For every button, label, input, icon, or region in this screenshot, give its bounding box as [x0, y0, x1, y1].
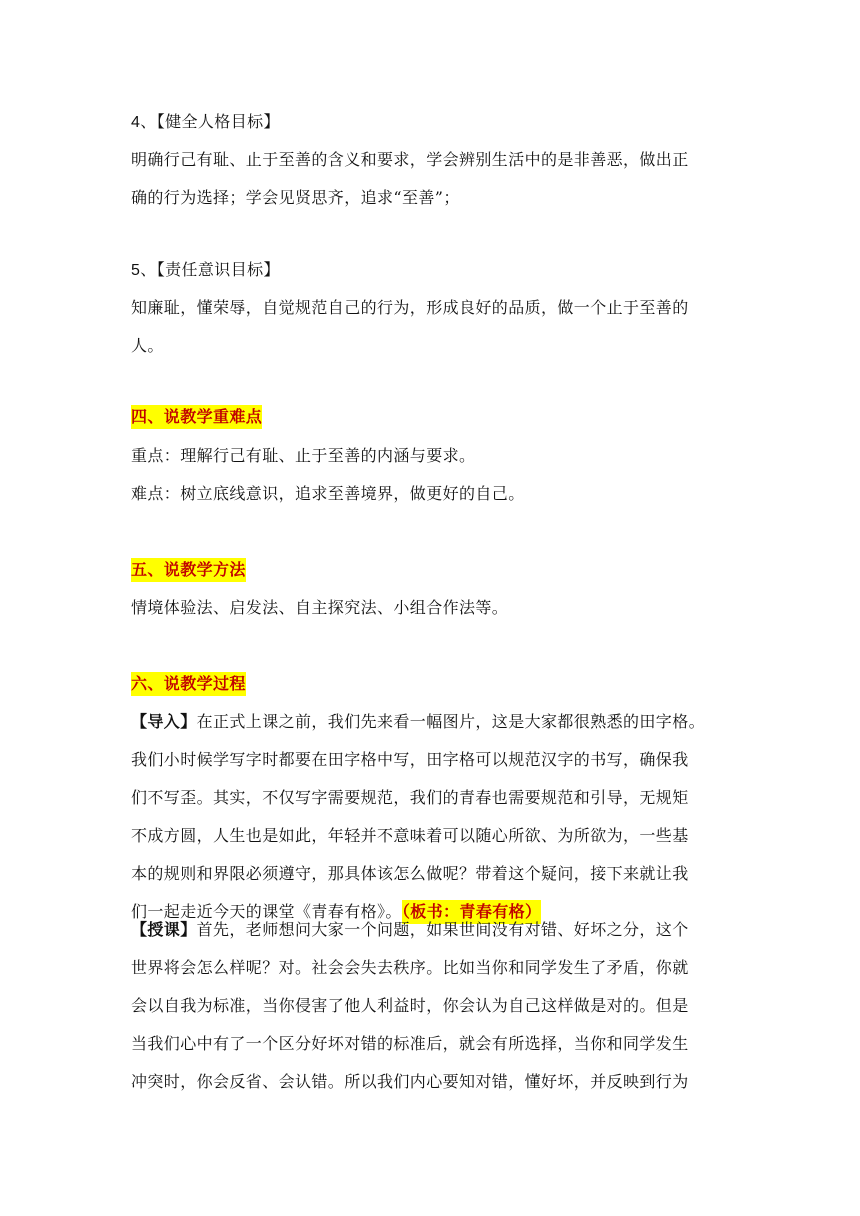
section-title: 【责任意识目标】: [156, 260, 280, 279]
part-heading-6: [131, 673, 741, 695]
part-heading-5: [131, 559, 741, 581]
paragraph-line: 冲突时，你会反省、会认错。所以我们内心要知对错，懂好坏，并反映到行为: [131, 1072, 689, 1091]
section-number: 4、: [131, 114, 157, 131]
paragraph-line: 不成方圆，人生也是如此，年轻并不意味着可以随心所欲、为所欲为，一些基: [131, 826, 689, 845]
intro-text: 们一起走近今天的课堂《青春有格》。: [131, 902, 402, 921]
key-point-text: 重点：理解行己有耻、止于至善的内涵与要求。: [131, 446, 476, 465]
lecture-line: [131, 919, 741, 941]
paragraph-line: 知廉耻，懂荣辱，自觉规范自己的行为，形成良好的品质，做一个止于至善的: [131, 298, 689, 317]
lecture-text: 首先，老师想问大家一个问题，如果世间没有对错、好坏之分，这个: [196, 920, 689, 939]
paragraph-line: 我们小时候学写字时都要在田字格中写，田字格可以规范汉字的书写，确保我: [131, 750, 689, 769]
lecture-mark: 【授课】: [131, 920, 197, 939]
paragraph-line: 明确行己有耻、止于至善的含义和要求，学会辨别生活中的是非善恶，做出正: [131, 150, 689, 169]
intro-mark: 【导入】: [131, 712, 197, 731]
board-note: （板书：青春有格）: [402, 900, 542, 924]
difficult-point-text: 难点：树立底线意识，追求至善境界，做更好的自己。: [131, 484, 525, 503]
intro-text: 在正式上课之前，我们先来看一幅图片，这是大家都很熟悉的田字格。: [196, 712, 706, 731]
section-heading-5: [131, 259, 741, 282]
section-number: 5、: [131, 262, 157, 279]
part-heading-4: [131, 406, 741, 428]
paragraph-line: 会以自我为标准，当你侵害了他人利益时，你会认为自己这样做是对的。但是: [131, 996, 689, 1015]
paragraph-line: 人。: [131, 336, 164, 355]
paragraph-line: 确的行为选择；学会见贤思齐，追求“至善”；: [131, 188, 460, 207]
highlighted-heading: 六、说教学过程: [131, 672, 246, 696]
section-heading-4: [131, 111, 741, 134]
methods-text: 情境体验法、启发法、自主探究法、小组合作法等。: [131, 598, 509, 617]
highlighted-heading: 五、说教学方法: [131, 558, 246, 582]
paragraph-line: 当我们心中有了一个区分好坏对错的标准后，就会有所选择，当你和同学发生: [131, 1034, 689, 1053]
paragraph-line: 世界将会怎么样呢？对。社会会失去秩序。比如当你和同学发生了矛盾，你就: [131, 958, 689, 977]
paragraph-line: 们不写歪。其实，不仅写字需要规范，我们的青春也需要规范和引导，无规矩: [131, 788, 689, 807]
highlighted-heading: 四、说教学重难点: [131, 405, 262, 429]
intro-line: [131, 711, 741, 733]
paragraph-line: 本的规则和界限必须遵守，那具体该怎么做呢？带着这个疑问，接下来就让我: [131, 864, 689, 883]
section-title: 【健全人格目标】: [156, 112, 280, 131]
